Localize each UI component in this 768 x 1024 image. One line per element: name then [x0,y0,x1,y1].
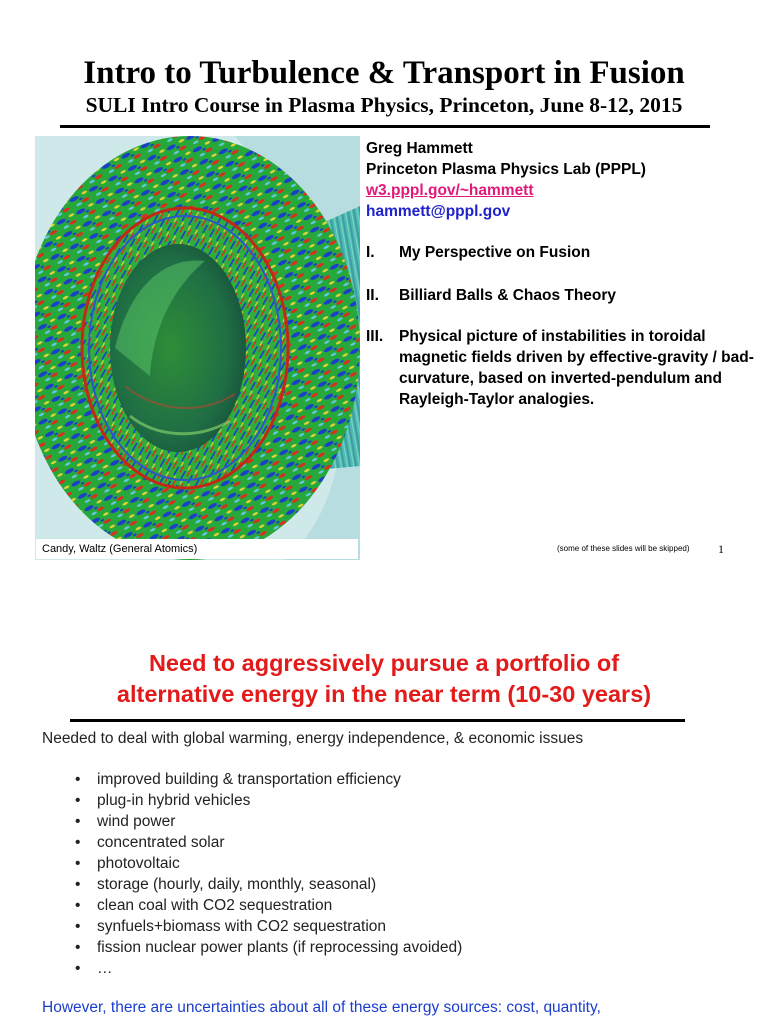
list-item-text: photovoltaic [97,855,180,872]
list-item [73,958,743,979]
list-item [73,853,743,874]
bullet-icon: • [75,939,81,956]
outline-text: Billiard Balls & Chaos Theory [399,287,617,304]
list-item-text: storage (hourly, daily, monthly, seasonal) [97,876,377,893]
bullet-icon: • [75,771,81,788]
bullet-icon: • [75,960,81,977]
bullet-icon: • [75,876,81,893]
outline-number: I. [366,244,375,261]
energy-options-list [73,769,743,979]
author-name: Greg Hammett [366,140,473,157]
outline-text: Physical picture of instabilities in toroidal magnetic fields driven by effective-gravity / bad-curvature, based on inverted-pendulum and Rayleigh-Taylor analogies. [399,328,754,408]
page-number: 1 [718,542,724,556]
outline-item [366,285,762,306]
list-item [73,790,743,811]
list-item-text: plug-in hybrid vehicles [97,792,251,809]
email-link[interactable]: hammett@pppl.gov [366,203,511,220]
list-item-text: improved building & transportation efficiency [97,771,401,788]
slide2-intro: Needed to deal with global warming, energy independence, & economic issues [42,730,584,747]
slide2-divider [70,719,685,722]
slide1-subtitle: SULI Intro Course in Plasma Physics, Princeton, June 8-12, 2015 [85,93,683,117]
skip-note: (some of these slides will be skipped) [557,544,690,553]
author-affiliation: Princeton Plasma Physics Lab (PPPL) [366,161,646,178]
list-item-text: … [97,960,113,977]
image-caption: Candy, Waltz (General Atomics) [36,539,358,559]
list-item-text: concentrated solar [97,834,225,851]
turbulence-simulation-image [35,136,360,560]
list-item [73,937,743,958]
list-item [73,895,743,916]
list-item-text: synfuels+biomass with CO2 sequestration [97,918,387,935]
slide1-title: Intro to Turbulence & Transport in Fusion [83,55,685,91]
outline-item [366,326,762,436]
list-item [73,811,743,832]
outline-number: II. [366,287,379,304]
outline-text: My Perspective on Fusion [399,244,591,261]
list-item-text: wind power [97,813,176,830]
bullet-icon: • [75,834,81,851]
slide2-title-line2: alternative energy in the near term (10-30 years) [116,681,652,707]
slide2-title-line1: Need to aggressively pursue a portfolio of [148,650,620,676]
outline-item [366,242,762,263]
list-item-text: clean coal with CO2 sequestration [97,897,333,914]
list-item [73,874,743,895]
list-item [73,832,743,853]
slide2-title [20,648,748,710]
bullet-icon: • [75,813,81,830]
list-item [73,769,743,790]
slide2-footer: However, there are uncertainties about all of these energy sources: cost, quantity, [42,999,601,1016]
outline-number: III. [366,328,384,345]
website-link[interactable]: w3.pppl.gov/~hammett [366,182,534,199]
bullet-icon: • [75,918,81,935]
bullet-icon: • [75,855,81,872]
list-item-text: fission nuclear power plants (if reprocessing avoided) [97,939,463,956]
bullet-icon: • [75,792,81,809]
bullet-icon: • [75,897,81,914]
title-divider [60,125,710,128]
list-item [73,916,743,937]
